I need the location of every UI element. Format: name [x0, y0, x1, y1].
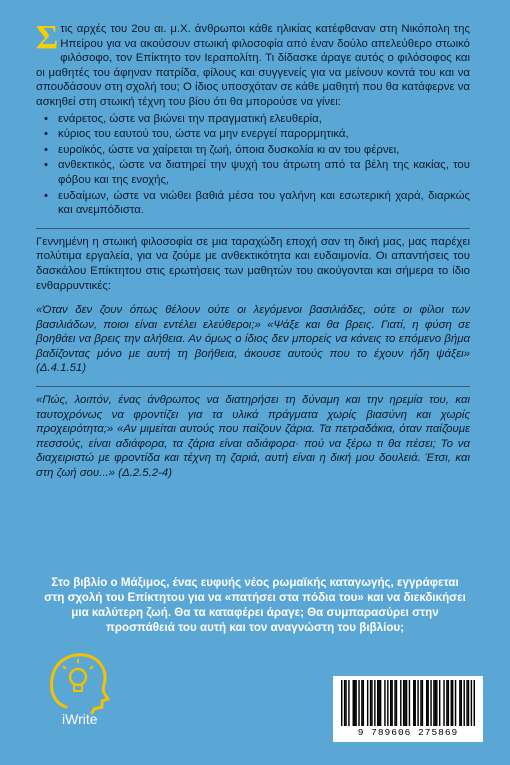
barcode-bar	[404, 680, 405, 726]
barcode-bar	[409, 680, 410, 726]
barcode-bar	[417, 680, 418, 726]
barcode-bar	[474, 680, 475, 726]
barcode-bar	[391, 680, 392, 726]
isbn-barcode	[333, 676, 483, 742]
barcode-bar	[459, 680, 460, 726]
barcode-bar	[387, 680, 388, 726]
barcode-bar	[367, 680, 368, 726]
barcode-bar	[471, 680, 472, 726]
list-item: • ευροϊκός, ώστε να χαίρεται τη ζωή, όποια δυσκολία κι αν του φέρνει,	[58, 143, 470, 158]
barcode-bar	[439, 680, 440, 726]
quote-2: «Πώς, λοιπόν, ένας άνθρωπος να διατηρήσει τη δύναμη και την ηρεμία του, και ταυτοχρόνως να φροντίζει για τα υλικά πράγματα χωρίς βιασύνη και χωρίς προχειρότητα;» «Αν μιμείται αυτούς που παίζουν ζάρια. Τα πετραδάκια, όταν παίζουμε πεσσούς, είναι αδιάφορα, τα ζάρια είναι αδιάφορα· πού να ξέρω τι θα πέσει; Το να διαχειριστώ με φροντίδα και τέχνη τη ζαριά, αυτή είναι η δική μου δουλειά. Έτσι, και στη ζωή σου...» (Δ.2.5.2-4)	[36, 394, 470, 480]
barcode-bar	[355, 680, 356, 726]
barcode-bar	[394, 680, 395, 726]
barcode-bar	[422, 680, 423, 726]
barcode-bar	[377, 680, 378, 726]
drop-cap: Σ	[36, 19, 59, 56]
barcode-bar	[420, 680, 421, 726]
barcode-bar	[384, 680, 385, 726]
barcode-bar	[396, 680, 397, 726]
barcode-bar	[452, 680, 453, 726]
barcode-bar	[433, 680, 434, 726]
list-item: • κύριος του εαυτού του, ώστε να μην ενεργεί παρορμητικά,	[58, 127, 470, 142]
barcode-bar	[378, 680, 379, 726]
barcode-bar	[353, 680, 354, 726]
intro-paragraph	[36, 19, 470, 110]
quote-1: «Όταν δεν ζουν όπως θέλουν ούτε οι λεγόμενοι βασιλιάδες, ούτε οι φίλοι των βασιλιάδων, ποιοι είναι εντέλει ελεύθεροι;» «Ψάξε και θα βρεις. Γιατί, η φύση σε βοηθάει να βρεις την αλήθεια. Αν όμως ο ίδιος δεν μπορείς να κάνεις το επόμενο βήμα βαδίζοντας μόνο με αυτή τη βοήθεια, άκουσε αυτούς που το έχουν ήδη ψάξει» (Δ.4.1.51)	[36, 304, 470, 375]
barcode-bar	[345, 680, 346, 726]
barcode-bar	[461, 680, 462, 726]
intro-text: τις αρχές του 2ου αι. μ.Χ. άνθρωποι κάθε ηλικίας κατέφθαναν στη Νικόπολη της Ηπείρου για να ακούσουν στωική φιλοσοφία από έναν δούλο απελεύθερο στωικό φιλόσοφο, τον Επίκτητο τον Ιεραπολίτη. Τι δίδασκε άραγε αυτός ο φιλόσοφος και οι μαθητές του άφηναν πατρίδα, φίλους και συγγενείς για να μείνουν κοντά του και να σπουδάσουν στη σχολή του; Ο ίδιος υποσχόταν σε κάθε μαθητή που θα κατάφερνε να ασκηθεί στη στωική τέχνη του βίου ότι θα μπορούσε να γίνει:	[36, 23, 470, 108]
head-lightbulb-icon	[28, 645, 128, 715]
barcode-bar	[344, 680, 345, 726]
barcode-bar	[380, 680, 381, 726]
barcode-bar	[400, 680, 401, 726]
barcode-bar	[370, 680, 371, 726]
barcode-bar	[358, 680, 359, 726]
barcode-bar	[448, 680, 449, 726]
barcode-bar	[361, 680, 362, 726]
barcode-bar	[436, 680, 437, 726]
virtues-list	[36, 112, 470, 218]
barcode-bar	[413, 680, 414, 726]
publisher-name: iWrite	[62, 711, 98, 727]
blurb-text	[36, 19, 470, 481]
list-item: • ενάρετος, ώστε να βιώνει την πραγματική ελευθερία,	[58, 112, 470, 127]
barcode-bar	[468, 680, 469, 726]
barcode-bar	[363, 680, 364, 726]
barcode-bar	[403, 680, 404, 726]
list-item: • ανθεκτικός, ώστε να διατηρεί την ψυχή του άτρωτη από τα βέλη της κακίας, του φόβου και της ενοχής,	[58, 158, 470, 187]
barcode-bar	[430, 680, 431, 726]
barcode-bar	[354, 680, 355, 726]
barcode-bar	[435, 680, 436, 726]
isbn-number: 9 789606 275869	[357, 727, 459, 738]
book-summary: Στο βιβλίο ο Μάξιμος, ένας ευφυής νέος ρωμαϊκής καταγωγής, εγγράφεται στη σχολή του Επίκτητου για να «πατήσει στα πόδια του» και να διεκδικήσει μια καλύτερη ζωή. Θα τα καταφέρει άραγε; Θα συμπαρασύρει στην προσπάθειά του αυτή και τον αναγνώστη του βιβλίου;	[44, 576, 466, 634]
barcode-bar	[463, 680, 464, 726]
barcode-bar	[374, 680, 375, 726]
barcode-bar	[451, 680, 452, 726]
divider	[36, 386, 470, 387]
barcode-bar	[426, 680, 427, 726]
barcode-bar	[455, 680, 456, 726]
barcode-bar	[371, 680, 372, 726]
barcode-bar	[427, 680, 428, 726]
barcode-bar	[466, 680, 467, 726]
barcode-bar	[390, 680, 391, 726]
paragraph-2: Γεννημένη η στωική φιλοσοφία σε μια ταραχώδη εποχή σαν τη δική μας, μας παρέχει πολύτιμα εργαλεία, για να ζούμε με ανθεκτικότητα και ευδαιμονία. Οι απαντήσεις του δασκάλου Επίκτητου στις ερωτήσεις των μαθητών του ακούγονται και σήμερα το ίδιο ενθαρρυντικές:	[36, 235, 470, 292]
barcode-bar	[406, 680, 407, 726]
barcode-bars	[341, 680, 475, 726]
barcode-bar	[414, 680, 415, 726]
divider	[36, 228, 470, 229]
barcode-bar	[348, 680, 349, 726]
barcode-bar	[443, 680, 444, 726]
list-item: • ευδαίμων, ώστε να νιώθει βαθιά μέσα του γαλήνη και εσωτερική χαρά, διαρκώς και ανεμπόδιστα.	[58, 189, 470, 218]
barcode-bar	[446, 680, 447, 726]
publisher-logo	[28, 645, 128, 755]
barcode-bar	[341, 680, 342, 726]
